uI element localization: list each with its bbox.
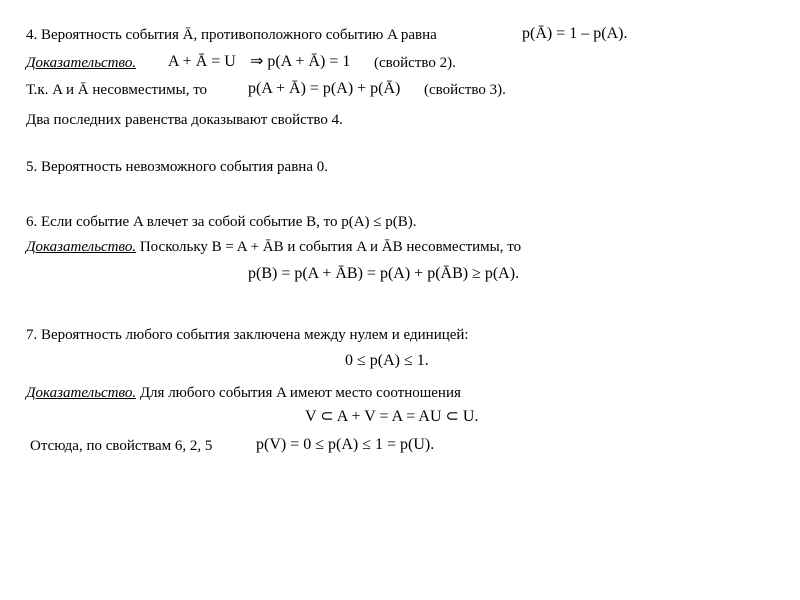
property-4-statement: 4. Вероятность события Ā, противоположного событию A равна <box>26 27 437 43</box>
proof-6-text: Поскольку B = A + ĀB и события A и ĀB несовместимы, то <box>136 239 522 255</box>
proof-7-line <box>26 384 461 402</box>
proof-label-4: Доказательство. <box>26 55 137 71</box>
proof-4-conclusion: Два последних равенства доказывают свойство 4. <box>26 112 343 128</box>
proof-7-text: Для любого события A имеют место соотношения <box>136 385 461 401</box>
property-7-formula-2: V ⊂ A + V = A = AU ⊂ U. <box>305 408 479 425</box>
property-4-formula: p(Ā) = 1 – p(A). <box>522 25 628 42</box>
proof-4-formula-1: A + Ā = U <box>168 53 236 70</box>
property-6-formula: p(B) = p(A + ĀB) = p(A) + p(ĀB) ≥ p(A). <box>248 265 520 282</box>
property-5-statement: 5. Вероятность невозможного события равна 0. <box>26 159 328 175</box>
property-7-formula: 0 ≤ p(A) ≤ 1. <box>345 352 429 369</box>
proof-6-line <box>26 238 521 256</box>
proof-4-formula-3: p(A + Ā) = p(A) + p(Ā) <box>248 80 401 97</box>
proof-label-7: Доказательство. <box>26 385 137 401</box>
proof-label-6: Доказательство. <box>26 239 137 255</box>
proof-7-final-formula: p(V) = 0 ≤ p(A) ≤ 1 = p(U). <box>256 436 435 453</box>
property-6-statement: 6. Если событие A влечет за собой событие B, то p(A) ≤ p(B). <box>26 214 417 230</box>
proof-4-ref-1: (свойство 2). <box>374 55 456 71</box>
proof-4-ref-2: (свойство 3). <box>424 82 506 98</box>
proof-7-final-text: Отсюда, по свойствам 6, 2, 5 <box>30 438 213 454</box>
proof-4-line-3: Т.к. A и Ā несовместимы, то <box>26 82 208 98</box>
property-7-statement: 7. Вероятность любого события заключена между нулем и единицей: <box>26 327 469 343</box>
proof-4-formula-2: ⇒ p(A + Ā) = 1 <box>250 53 351 70</box>
